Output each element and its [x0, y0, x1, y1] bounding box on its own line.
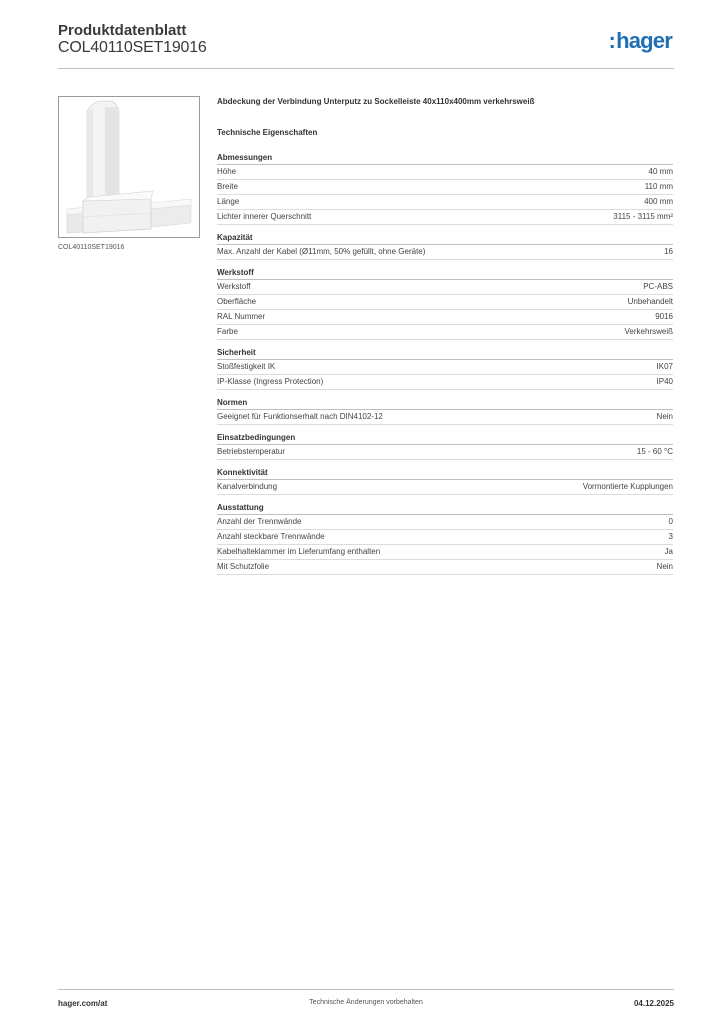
spec-label: Oberfläche [217, 297, 257, 306]
spec-label: Lichter innerer Querschnitt [217, 212, 312, 221]
spec-label: Stoßfestigkeit IK [217, 362, 276, 371]
spec-sections [217, 152, 673, 575]
spec-section [217, 397, 673, 425]
spec-label: Anzahl steckbare Trennwände [217, 532, 325, 541]
spec-label: Geeignet für Funktionserhalt nach DIN4102-12 [217, 412, 383, 421]
spec-value: 110 mm [644, 182, 673, 191]
spec-value: Verkehrsweiß [624, 327, 673, 336]
spec-section [217, 152, 673, 225]
spec-row [217, 325, 673, 340]
spec-value: Nein [656, 412, 673, 421]
spec-row [217, 310, 673, 325]
footer-disclaimer: Technische Änderungen vorbehalten [309, 999, 423, 1006]
product-details [217, 97, 673, 582]
spec-section [217, 347, 673, 390]
spec-row [217, 560, 673, 575]
spec-value: 40 mm [648, 167, 673, 176]
spec-label: Max. Anzahl der Kabel (Ø11mm, 50% gefüllt, ohne Geräte) [217, 247, 426, 256]
spec-row [217, 375, 673, 390]
spec-row [217, 245, 673, 260]
page-header [58, 22, 674, 69]
spec-section [217, 232, 673, 260]
spec-row [217, 295, 673, 310]
footer-date: 04.12.2025 [633, 999, 674, 1008]
spec-label: Anzahl der Trennwände [217, 517, 302, 526]
spec-row [217, 210, 673, 225]
spec-value: Vormontierte Kupplungen [582, 482, 673, 491]
spec-label: RAL Nummer [217, 312, 266, 321]
spec-label: Kabelhalteklammer im Lieferumfang enthalten [217, 547, 381, 556]
spec-label: Breite [217, 182, 238, 191]
spec-value: Unbehandelt [627, 297, 673, 306]
product-code: COL40110SET19016 [58, 39, 207, 56]
section-title: Sicherheit [217, 347, 673, 360]
spec-row [217, 515, 673, 530]
logo-dots-icon: : [608, 28, 616, 53]
spec-value: 9016 [655, 312, 673, 321]
footer-website-link[interactable]: hager.com/at [58, 999, 108, 1008]
spec-label: Länge [217, 197, 240, 206]
spec-row [217, 480, 673, 495]
logo-text: hager [616, 28, 672, 53]
technical-properties-heading: Technische Eigenschaften [217, 128, 318, 137]
spec-row [217, 445, 673, 460]
spec-row [217, 410, 673, 425]
section-title: Werkstoff [217, 267, 673, 280]
section-title: Normen [217, 397, 673, 410]
section-title: Kapazität [217, 232, 673, 245]
hager-logo[interactable] [609, 28, 672, 54]
spec-label: Mit Schutzfolie [217, 562, 270, 571]
spec-value: 3115 - 3115 mm² [613, 212, 673, 221]
spec-section [217, 432, 673, 460]
section-title: Konnektivität [217, 467, 673, 480]
product-illustration [59, 97, 199, 237]
spec-value: 16 [664, 247, 673, 256]
section-title: Abmessungen [217, 152, 673, 165]
spec-section [217, 267, 673, 340]
spec-section [217, 502, 673, 575]
spec-value: Nein [656, 562, 673, 571]
spec-value: Ja [664, 547, 673, 556]
spec-row [217, 360, 673, 375]
spec-value: 400 mm [644, 197, 673, 206]
spec-value: PC-ABS [643, 282, 673, 291]
spec-value: IK07 [656, 362, 673, 371]
spec-value: 0 [668, 517, 673, 526]
image-caption: COL40110SET19016 [58, 244, 125, 251]
spec-label: Farbe [217, 327, 238, 336]
section-title: Ausstattung [217, 502, 673, 515]
spec-label: Betriebstemperatur [217, 447, 286, 456]
spec-row [217, 165, 673, 180]
spec-value: IP40 [656, 377, 673, 386]
spec-row [217, 195, 673, 210]
spec-label: Werkstoff [217, 282, 251, 291]
document-title: Produktdatenblatt [58, 22, 187, 39]
product-title: Abdeckung der Verbindung Unterputz zu Sockelleiste 40x110x400mm verkehrsweiß [217, 97, 535, 106]
spec-label: Höhe [217, 167, 237, 176]
product-image [58, 96, 200, 238]
spec-row [217, 280, 673, 295]
page-footer [58, 989, 674, 1020]
spec-label: Kanalverbindung [217, 482, 278, 491]
spec-row [217, 530, 673, 545]
section-title: Einsatzbedingungen [217, 432, 673, 445]
spec-value: 15 - 60 °C [636, 447, 673, 456]
spec-section [217, 467, 673, 495]
spec-row [217, 180, 673, 195]
spec-label: IP-Klasse (Ingress Protection) [217, 377, 324, 386]
spec-row [217, 545, 673, 560]
spec-value: 3 [668, 532, 673, 541]
